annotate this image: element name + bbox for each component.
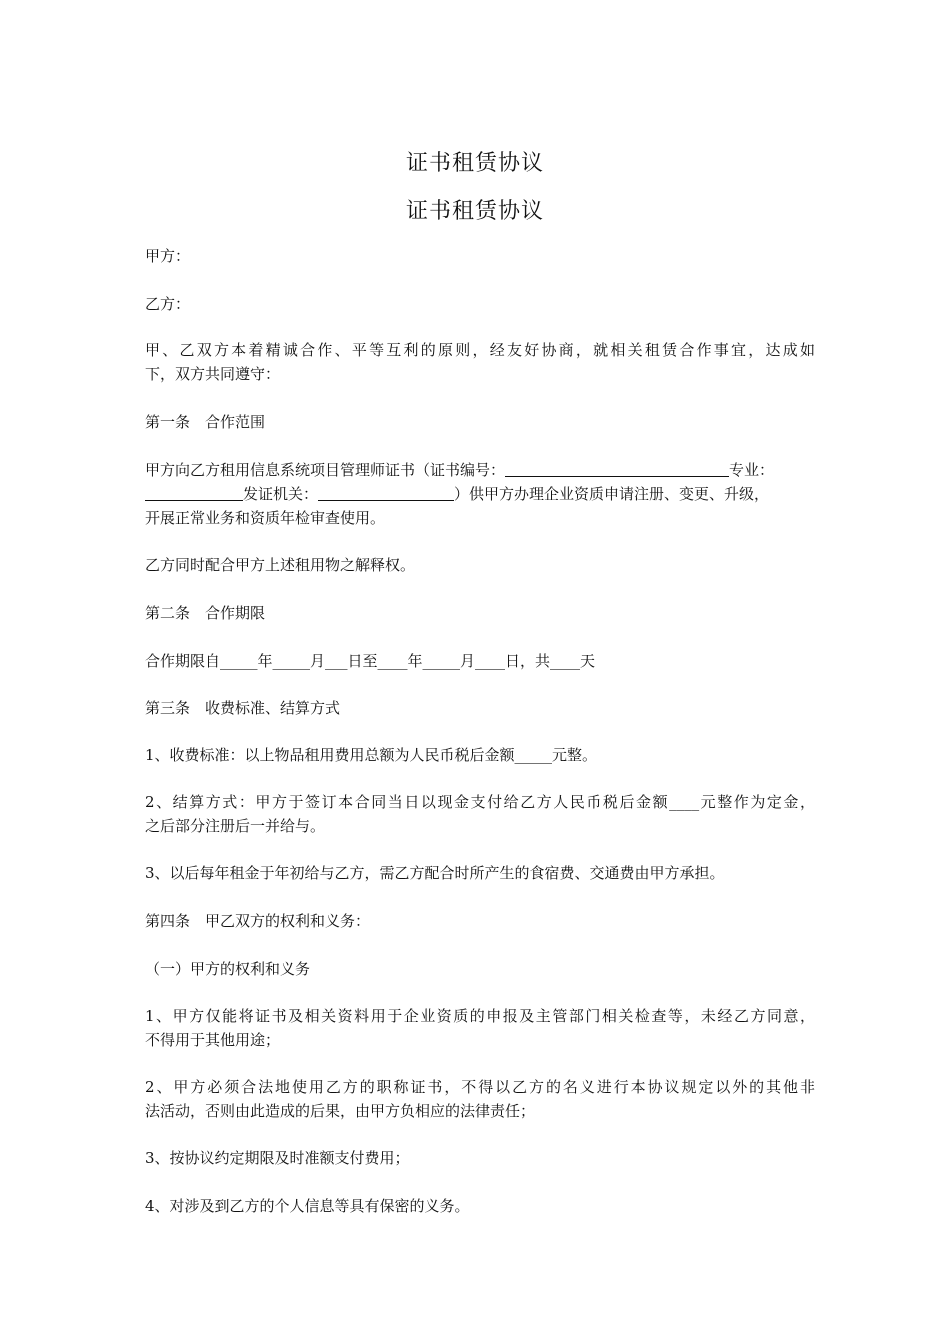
- article-3-item-1: 1、收费标准：以上物品租用费用总额为人民币税后金额_____元整。: [145, 746, 598, 764]
- article-4-item-2-line-1: 2、甲方必须合法地使用乙方的职称证书，不得以乙方的名义进行本协议规定以外的其他非: [145, 1078, 815, 1096]
- article-1-line-3: 开展正常业务和资质年检审查使用。: [145, 509, 386, 527]
- certificate-number-blank: [505, 460, 729, 477]
- article-1-paragraph-2: 乙方同时配合甲方上述租用物之解释权。: [145, 556, 416, 574]
- article-1-line-2-mid: 发证机关：: [243, 485, 319, 503]
- article-3-heading: 第三条 收费标准、结算方式: [145, 699, 341, 717]
- intro-line-1: 甲、乙双方本着精诚合作、平等互利的原则，经友好协商，就相关租赁合作事宜，达成如: [145, 341, 815, 359]
- article-4-item-1-line-1: 1、甲方仅能将证书及相关资料用于企业资质的申报及主管部门相关检查等，未经乙方同意，: [145, 1007, 815, 1025]
- article-1-line-1-end: 专业：: [729, 461, 775, 479]
- article-4-subheading: （一）甲方的权利和义务: [145, 960, 311, 978]
- article-4-item-3: 3、按协议约定期限及时准额支付费用；: [145, 1149, 410, 1167]
- document-subtitle: 证书租赁协议: [405, 199, 544, 224]
- specialty-blank: [145, 484, 243, 501]
- article-1-line-1: [145, 458, 815, 482]
- intro-line-2: 下，双方共同遵守：: [145, 365, 281, 383]
- article-1-line-2: [145, 482, 815, 506]
- article-4-item-2-line-2: 法活动，否则由此造成的后果，由甲方负相应的法律责任；: [145, 1102, 536, 1120]
- party-b-label: 乙方：: [145, 295, 191, 313]
- article-1-line-2-end: ）供甲方办理企业资质申请注册、变更、升级，: [454, 485, 770, 503]
- article-2-paragraph: 合作期限自_____年_____月___日至____年_____月____日，共____天: [145, 652, 596, 670]
- article-4-item-1-line-2: 不得用于其他用途；: [145, 1031, 281, 1049]
- article-1-paragraph-1: [145, 458, 815, 530]
- article-4-heading: 第四条 甲乙双方的权利和义务：: [145, 912, 371, 930]
- article-4-item-2: [145, 1075, 815, 1123]
- article-3-item-2-line-1: 2、结算方式：甲方于签订本合同当日以现金支付给乙方人民币税后金额____元整作为定金，: [145, 793, 815, 811]
- issuing-authority-blank: [318, 484, 454, 501]
- article-4-item-4: 4、对涉及到乙方的个人信息等具有保密的义务。: [145, 1197, 470, 1215]
- article-1-heading: 第一条 合作范围: [145, 413, 266, 431]
- document-title: 证书租赁协议: [405, 151, 544, 176]
- article-1-line-1-text: 甲方向乙方租用信息系统项目管理师证书（证书编号：: [145, 461, 506, 479]
- intro-paragraph: [145, 338, 815, 386]
- article-3-item-2-line-2: 之后部分注册后一并给与。: [145, 817, 326, 835]
- article-3-item-2: [145, 790, 815, 838]
- party-a-label: 甲方：: [145, 247, 191, 265]
- article-2-heading: 第二条 合作期限: [145, 604, 266, 622]
- article-3-item-3: 3、以后每年租金于年初给与乙方，需乙方配合时所产生的食宿费、交通费由甲方承担。: [145, 864, 725, 882]
- article-4-item-1: [145, 1004, 815, 1052]
